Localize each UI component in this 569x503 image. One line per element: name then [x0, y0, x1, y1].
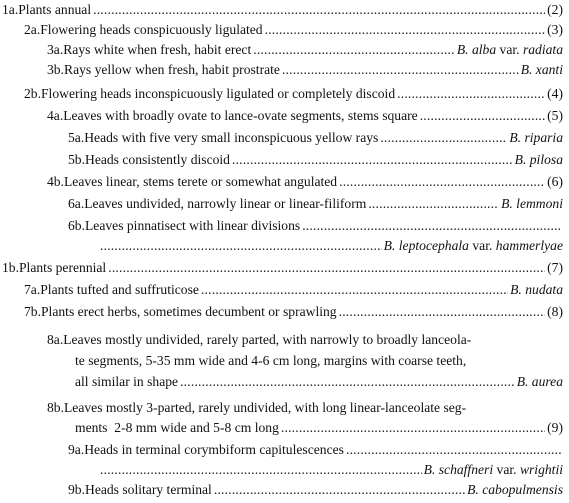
- key-entry-2b: [24, 84, 563, 104]
- entry-text: Flowering heads conspicuously ligulated: [40, 22, 263, 37]
- entry-text: Heads consistently discoid: [85, 152, 230, 167]
- leader-dots: [253, 40, 455, 60]
- leader-dots: [214, 480, 465, 500]
- entry-code: 1b.: [2, 260, 19, 275]
- key-entry-9b: [68, 480, 563, 500]
- entry-text: Plants annual: [18, 2, 92, 17]
- entry-code: 6b.: [68, 218, 85, 233]
- key-entry-6b: [68, 216, 563, 236]
- key-entry-3a: [47, 40, 563, 60]
- entry-text: Heads in terminal corymbiform capitulescences: [84, 442, 344, 457]
- entry-text: Leaves mostly 3-parted, rarely undivided, with long linear-lanceolate seg-: [64, 400, 467, 415]
- entry-ref: (7): [547, 260, 563, 275]
- key-entry-8a-line2: [75, 351, 563, 371]
- entry-ref: (9): [547, 420, 563, 435]
- entry-taxon: B. nudata: [510, 282, 563, 297]
- key-entry-8a-line3: [75, 372, 563, 392]
- entry-ref: (6): [547, 174, 563, 189]
- entry-code: 4a.: [47, 108, 64, 123]
- key-entry-6b-continuation: [100, 236, 563, 256]
- entry-code: 7b.: [24, 304, 41, 319]
- leader-dots: [420, 106, 545, 126]
- leader-dots: [339, 302, 546, 322]
- entry-ref: (3): [547, 22, 563, 37]
- entry-text: Leaves pinnatisect with linear divisions: [85, 218, 301, 233]
- entry-text: Leaves linear, stems terete or somewhat angulated: [64, 174, 338, 189]
- key-entry-9a-continuation: [100, 460, 563, 480]
- leader-dots: [201, 280, 508, 300]
- key-entry-3b: [47, 60, 563, 80]
- leader-dots: [346, 440, 561, 460]
- leader-dots: [380, 128, 507, 148]
- key-entry-5a: [68, 128, 563, 148]
- entry-text: Leaves with broadly ovate to lance-ovate segments, stems square: [63, 108, 418, 123]
- entry-code: 8a.: [47, 332, 64, 347]
- key-entry-2a: [24, 20, 563, 40]
- entry-code: 1a.: [2, 2, 19, 17]
- entry-ref: (4): [547, 86, 563, 101]
- leader-dots: [93, 0, 545, 20]
- entry-text: Heads with five very small inconspicuous yellow rays: [84, 130, 379, 145]
- key-entry-1b: [2, 258, 563, 278]
- entry-code: 7a.: [24, 282, 41, 297]
- entry-code: 8b.: [47, 400, 64, 415]
- key-entry-6a: [68, 194, 563, 214]
- entry-text: Plants erect herbs, sometimes decumbent or sprawling: [41, 304, 337, 319]
- leader-dots: [100, 460, 422, 480]
- entry-taxon: B. xanti: [520, 62, 563, 77]
- leader-dots: [282, 60, 519, 80]
- entry-text: te segments, 5-35 mm wide and 4-6 cm long, margins with coarse teeth,: [75, 353, 467, 368]
- entry-text: ments 2-8 mm wide and 5-8 cm long: [75, 420, 279, 435]
- entry-taxon: B. schaffneri var. wrightii: [423, 462, 563, 477]
- entry-text: Plants tufted and suffruticose: [40, 282, 199, 297]
- key-entry-4b: [47, 172, 563, 192]
- leader-dots: [281, 418, 545, 438]
- entry-text: all similar in shape: [75, 374, 179, 389]
- entry-text: Heads solitary terminal: [85, 482, 212, 497]
- entry-code: 4b.: [47, 174, 64, 189]
- leader-dots: [339, 172, 545, 192]
- key-entry-8b: [47, 398, 563, 418]
- entry-code: 9a.: [68, 442, 85, 457]
- entry-code: 2b.: [24, 86, 41, 101]
- leader-dots: [108, 258, 545, 278]
- entry-taxon: B. alba var. radiata: [456, 42, 563, 57]
- entry-code: 9b.: [68, 482, 85, 497]
- key-entry-1a: [2, 0, 563, 20]
- entry-code: 3a.: [47, 42, 64, 57]
- entry-code: 3b.: [47, 62, 64, 77]
- entry-text: Rays white when fresh, habit erect: [63, 42, 252, 57]
- key-entry-9a: [68, 440, 563, 460]
- entry-taxon: B. leptocephala var. hammerlyae: [383, 238, 563, 253]
- entry-code: 5a.: [68, 130, 85, 145]
- entry-taxon: B. aurea: [516, 374, 563, 389]
- key-entry-8b-line2: [75, 418, 563, 438]
- entry-ref: (2): [547, 2, 563, 17]
- entry-taxon: B. pilosa: [514, 152, 563, 167]
- leader-dots: [302, 216, 561, 236]
- leader-dots: [368, 194, 499, 214]
- entry-text: Rays yellow when fresh, habit prostrate: [64, 62, 280, 77]
- entry-text: Leaves undivided, narrowly linear or linear-filiform: [84, 196, 367, 211]
- entry-text: Plants perennial: [19, 260, 107, 275]
- leader-dots: [232, 150, 513, 170]
- entry-ref: (8): [547, 304, 563, 319]
- leader-dots: [180, 372, 515, 392]
- entry-text: Flowering heads inconspicuously ligulated or completely discoid: [41, 86, 396, 101]
- key-entry-5b: [68, 150, 563, 170]
- leader-dots: [265, 20, 546, 40]
- key-entry-4a: [47, 106, 563, 126]
- entry-code: 2a.: [24, 22, 41, 37]
- key-entry-7b: [24, 302, 563, 322]
- key-entry-8a: [47, 330, 563, 350]
- entry-code: 6a.: [68, 196, 85, 211]
- leader-dots: [397, 84, 545, 104]
- entry-taxon: B. riparia: [509, 130, 563, 145]
- entry-ref: (5): [547, 108, 563, 123]
- leader-dots: [100, 236, 382, 256]
- key-entry-7a: [24, 280, 563, 300]
- entry-code: 5b.: [68, 152, 85, 167]
- entry-text: Leaves mostly undivided, rarely parted, with narrowly to broadly lanceola-: [63, 332, 472, 347]
- entry-taxon: B. lemmoni: [501, 196, 563, 211]
- entry-taxon: B. cabopulmensis: [467, 482, 563, 497]
